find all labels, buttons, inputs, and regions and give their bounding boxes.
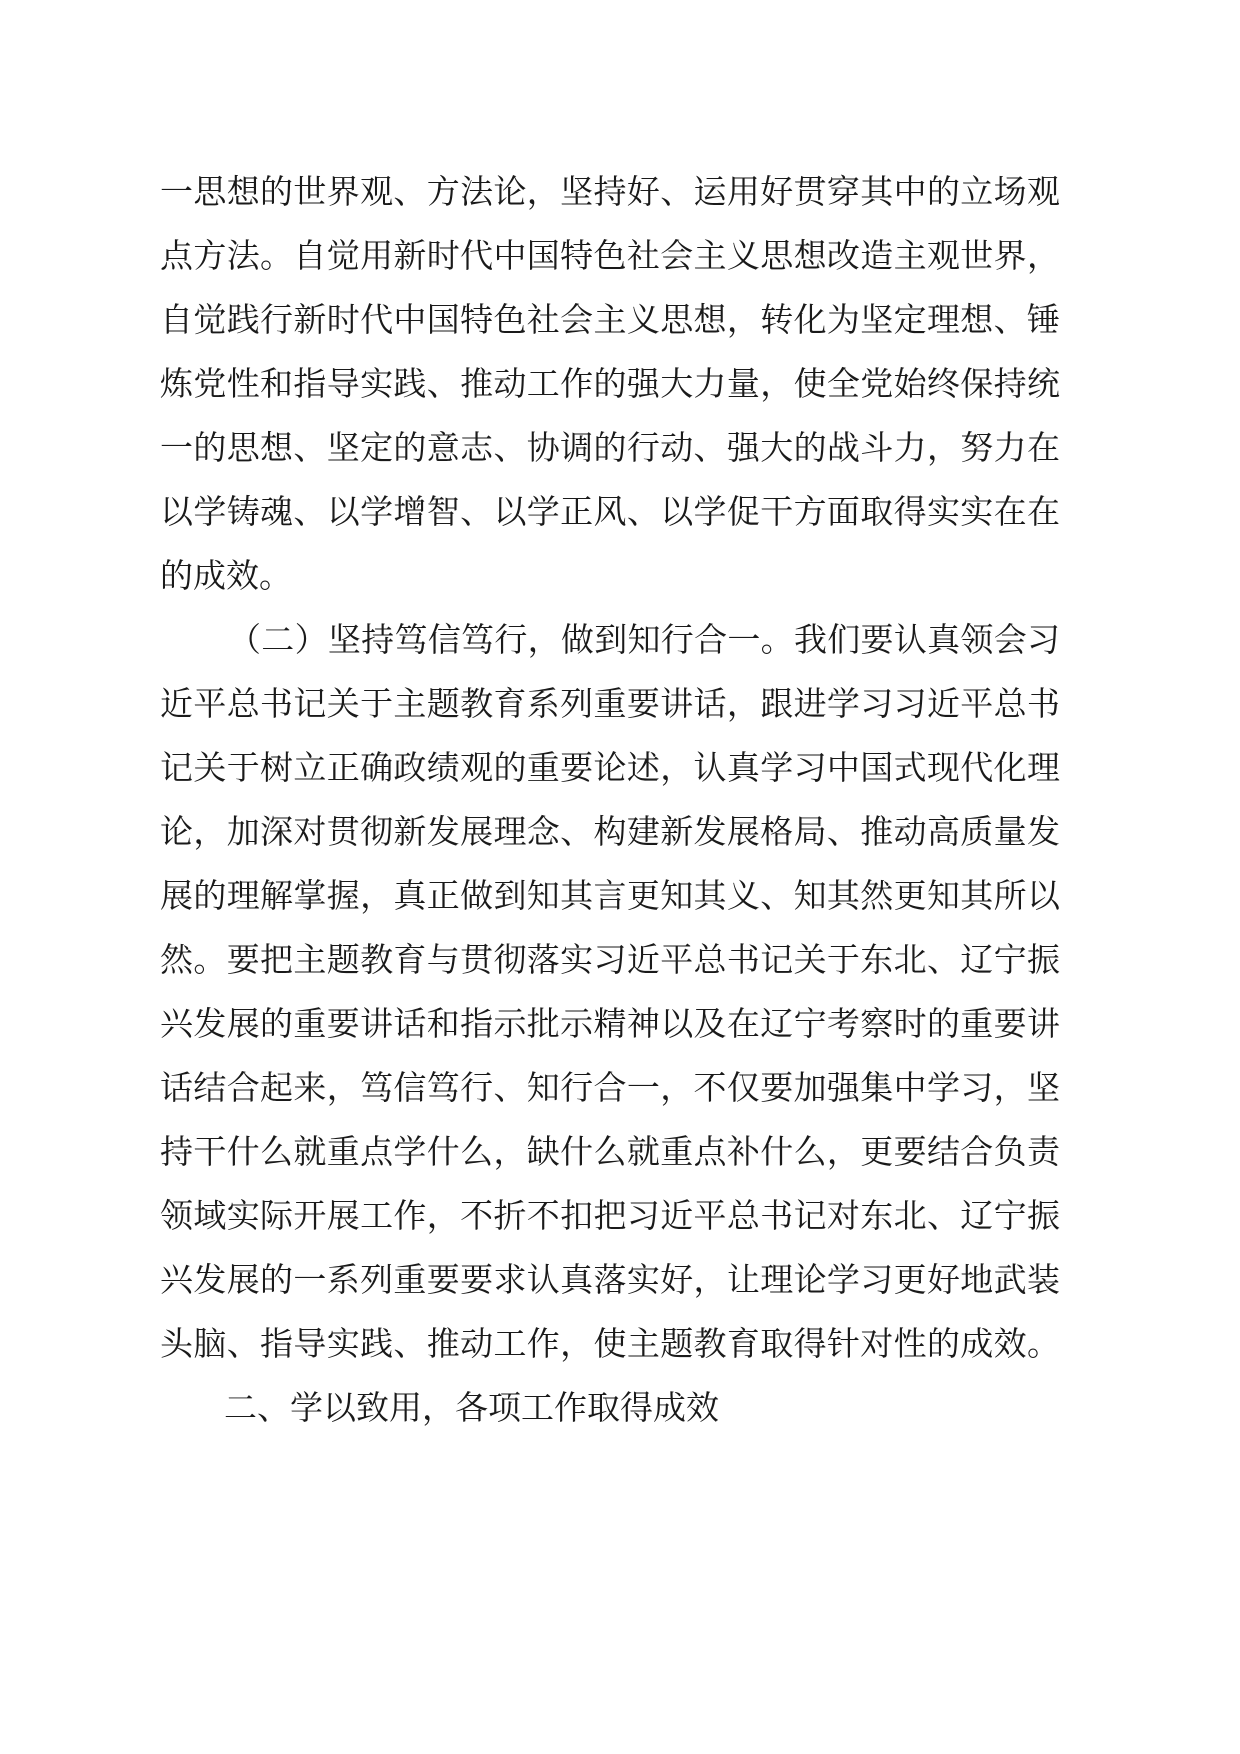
section-heading xyxy=(160,1376,1060,1440)
heading-text: 二、学以致用，各项工作取得成效 xyxy=(224,1388,719,1427)
paragraph-1 xyxy=(160,160,1060,608)
paragraph-line: 头脑、指导实践、推动工作，使主题教育取得针对性的成效。 xyxy=(160,1324,1060,1363)
paragraph-line: 一的思想、坚定的意志、协调的行动、强大的战斗力，努力在 xyxy=(160,428,1060,467)
paragraph-line: 兴发展的一系列重要要求认真落实好，让理论学习更好地武装 xyxy=(160,1260,1060,1299)
paragraph-line: 点方法。自觉用新时代中国特色社会主义思想改造主观世界， xyxy=(160,236,1060,275)
paragraph-line: 一思想的世界观、方法论，坚持好、运用好贯穿其中的立场观 xyxy=(160,172,1060,211)
paragraph-line: 的成效。 xyxy=(160,556,292,595)
paragraph-line: 然。要把主题教育与贯彻落实习近平总书记关于东北、辽宁振 xyxy=(160,940,1060,979)
paragraph-line: 话结合起来，笃信笃行、知行合一，不仅要加强集中学习，坚 xyxy=(160,1068,1060,1107)
paragraph-line: 自觉践行新时代中国特色社会主义思想，转化为坚定理想、锤 xyxy=(160,300,1060,339)
paragraph-line: 近平总书记关于主题教育系列重要讲话，跟进学习习近平总书 xyxy=(160,684,1060,723)
paragraph-line: 持干什么就重点学什么，缺什么就重点补什么，更要结合负责 xyxy=(160,1132,1060,1171)
paragraph-line: 论，加深对贯彻新发展理念、构建新发展格局、推动高质量发 xyxy=(160,812,1060,851)
paragraph-line: 兴发展的重要讲话和指示批示精神以及在辽宁考察时的重要讲 xyxy=(160,1004,1060,1043)
paragraph-first-line: （二）坚持笃信笃行，做到知行合一。我们要认真领会习 xyxy=(228,620,1060,659)
paragraph-2 xyxy=(160,608,1060,1376)
paragraph-line: 记关于树立正确政绩观的重要论述，认真学习中国式现代化理 xyxy=(160,748,1060,787)
paragraph-line: 展的理解掌握，真正做到知其言更知其义、知其然更知其所以 xyxy=(160,876,1060,915)
paragraph-line: 以学铸魂、以学增智、以学正风、以学促干方面取得实实在在 xyxy=(160,492,1060,531)
paragraph-line: 领域实际开展工作，不折不扣把习近平总书记对东北、辽宁振 xyxy=(160,1196,1060,1235)
paragraph-line: 炼党性和指导实践、推动工作的强大力量，使全党始终保持统 xyxy=(160,364,1060,403)
